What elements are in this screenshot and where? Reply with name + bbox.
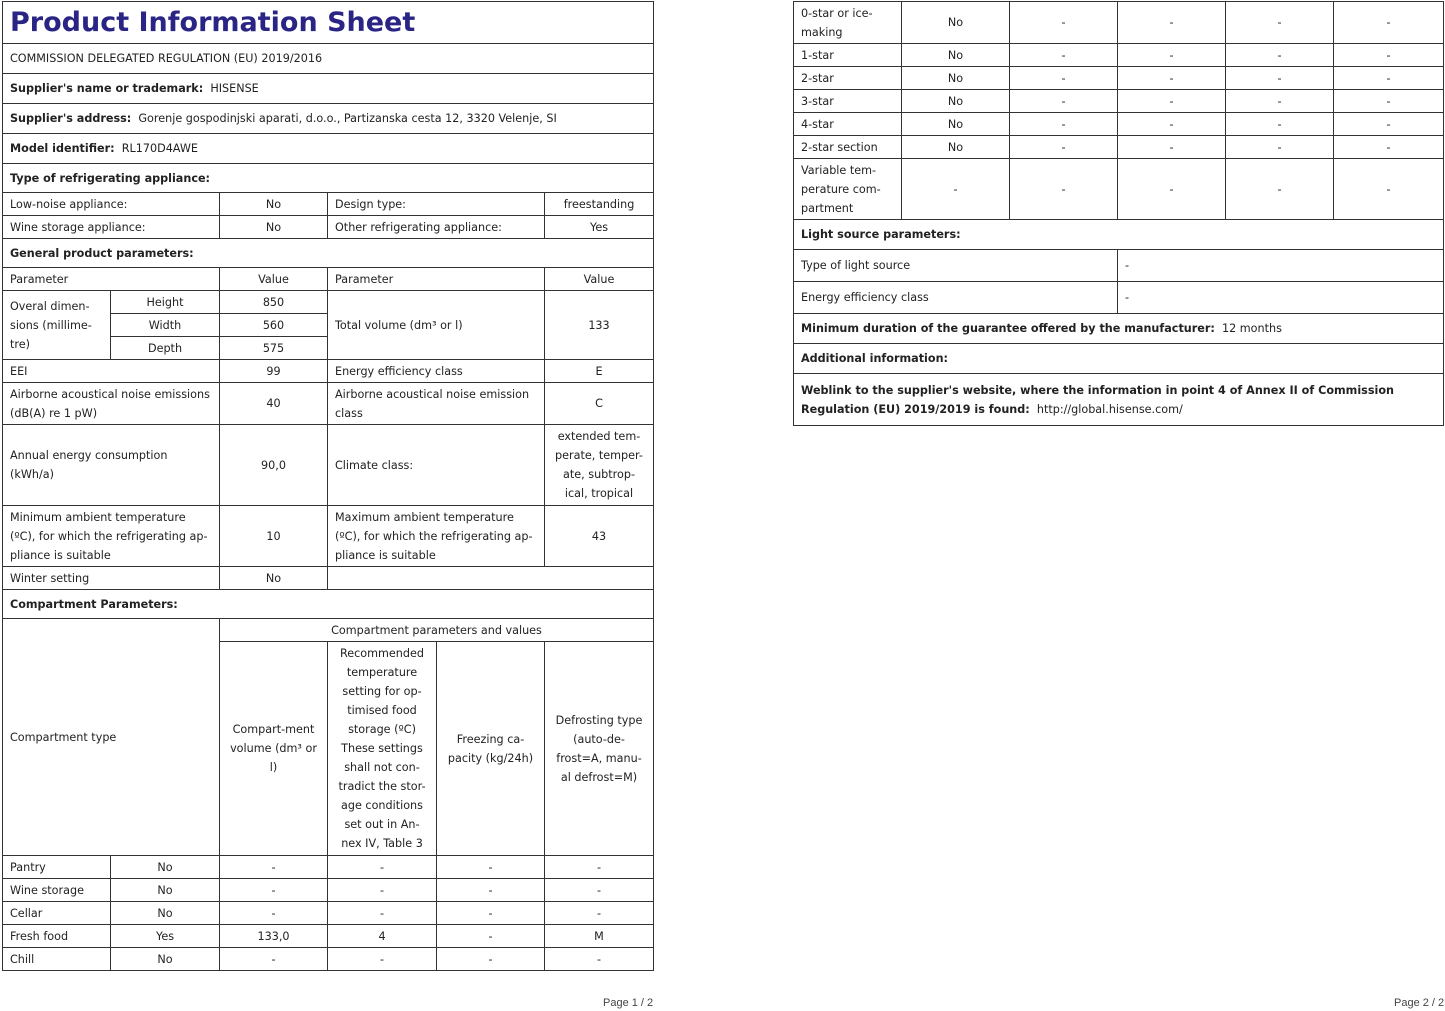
compartment-name: 1-star [794, 44, 902, 67]
compartment-volume: - [1010, 113, 1118, 136]
col-parameter-header-2: Parameter [328, 268, 545, 291]
table-row [3, 948, 654, 971]
height-label: Height [111, 291, 220, 314]
compartment-present: No [111, 902, 220, 925]
compartment-name: Chill [3, 948, 111, 971]
supplier-name-value: HISENSE [210, 82, 259, 95]
compartment-temp: - [1118, 136, 1226, 159]
overall-dimensions-label: Overal dimen-sions (millime-tre) [3, 291, 111, 360]
compartment-name: Wine storage [3, 879, 111, 902]
compartment-present: No [902, 2, 1010, 44]
noise-class-value: C [545, 383, 654, 425]
comp-params-header: Compartment parameters and values [220, 619, 654, 642]
compartment-volume: - [220, 948, 328, 971]
compartment-freezing: - [1226, 90, 1334, 113]
compartment-defrost: - [1334, 44, 1444, 67]
compartment-volume: - [1010, 67, 1118, 90]
compartment-name: 2-star section [794, 136, 902, 159]
compartment-temp: - [1118, 67, 1226, 90]
total-volume-value: 133 [545, 291, 654, 360]
compartment-volume: - [220, 902, 328, 925]
compartment-defrost: - [1334, 113, 1444, 136]
compartment-freezing: - [1226, 67, 1334, 90]
min-temp-value: 10 [220, 506, 328, 567]
winter-setting-label: Winter setting [3, 567, 220, 590]
compartment-temp: - [1118, 2, 1226, 44]
compartment-name: Variable tem-perature com-partment [794, 159, 902, 220]
col-defrost-header: Defrosting type (auto-de-frost=A, manu-al defrost=M) [545, 642, 654, 856]
total-volume-label: Total volume (dm³ or l) [328, 291, 545, 360]
compartment-volume: - [1010, 44, 1118, 67]
table-row [3, 879, 654, 902]
compartment-freezing: - [1226, 2, 1334, 44]
compartment-freezing: - [1226, 136, 1334, 159]
col-parameter-header: Parameter [3, 268, 220, 291]
compartment-freezing: - [437, 925, 545, 948]
guarantee-row [794, 314, 1444, 344]
compartment-defrost: - [1334, 90, 1444, 113]
compartment-present: No [902, 113, 1010, 136]
supplier-address-value: Gorenje gospodinjski aparati, d.o.o., Partizanska cesta 12, 3320 Velenje, SI [138, 112, 557, 125]
compartment-freezing: - [437, 856, 545, 879]
page-title: Product Information Sheet [3, 2, 654, 44]
table-row [3, 856, 654, 879]
compartment-present: No [111, 879, 220, 902]
compartment-present: - [902, 159, 1010, 220]
supplier-name-row [3, 74, 654, 104]
regulation-text: COMMISSION DELEGATED REGULATION (EU) 2019/2016 [3, 44, 654, 74]
compartment-freezing: - [437, 879, 545, 902]
compartment-present: No [902, 44, 1010, 67]
low-noise-value: No [220, 193, 328, 216]
eei-label: EEI [3, 360, 220, 383]
guarantee-value: 12 months [1221, 322, 1282, 335]
width-label: Width [111, 314, 220, 337]
width-value: 560 [220, 314, 328, 337]
weblink-label: Weblink to the supplier's website, where the information in point 4 of Annex II of Commission Regulation (EU) 2019/2019 is found: [801, 383, 1394, 416]
compartment-temp: - [1118, 159, 1226, 220]
table-row [794, 90, 1444, 113]
compartment-present: Yes [111, 925, 220, 948]
light-class-label: Energy efficiency class [794, 282, 1118, 314]
appliance-type-heading: Type of refrigerating appliance: [3, 164, 654, 193]
compartment-temp: - [1118, 44, 1226, 67]
compartment-defrost: - [1334, 159, 1444, 220]
model-row [3, 134, 654, 164]
height-value: 850 [220, 291, 328, 314]
weblink-url[interactable]: http://global.hisense.com/ [1036, 402, 1183, 416]
max-temp-label: Maximum ambient temperature (ºC), for which the refrigerating ap-pliance is suitable [328, 506, 545, 567]
compartment-freezing: - [437, 902, 545, 925]
page2-compartment-table [793, 1, 1444, 426]
compartment-volume: - [1010, 136, 1118, 159]
depth-value: 575 [220, 337, 328, 360]
depth-label: Depth [111, 337, 220, 360]
page-number-2: Page 2 / 2 [1394, 997, 1445, 1009]
compartment-defrost: - [1334, 67, 1444, 90]
compartment-name: Pantry [3, 856, 111, 879]
compartment-name: 0-star or ice-making [794, 2, 902, 44]
compartment-params-heading: Compartment Parameters: [3, 590, 654, 619]
table-row [794, 44, 1444, 67]
other-appliance-value: Yes [545, 216, 654, 239]
climate-class-label: Climate class: [328, 425, 545, 506]
compartment-volume: - [1010, 90, 1118, 113]
compartment-volume: - [1010, 2, 1118, 44]
table-row [794, 136, 1444, 159]
design-type-value: freestanding [545, 193, 654, 216]
guarantee-label: Minimum duration of the guarantee offered by the manufacturer: [801, 322, 1215, 335]
col-recommended-temp-header: Recommended temperature setting for op-timised food storage (ºC) These settings shall not con-tradict the stor-age conditions set out in An-nex IV, Table 3 [328, 642, 437, 856]
table-row [794, 113, 1444, 136]
compartment-name: Fresh food [3, 925, 111, 948]
supplier-address-label: Supplier's address: [10, 112, 132, 125]
page1-table [2, 1, 654, 971]
weblink-row [794, 374, 1444, 426]
eei-value: 99 [220, 360, 328, 383]
compartment-defrost: - [545, 948, 654, 971]
light-source-heading: Light source parameters: [794, 220, 1444, 250]
winter-setting-value: No [220, 567, 328, 590]
table-row [3, 902, 654, 925]
model-value: RL170D4AWE [121, 142, 198, 155]
supplier-name-label: Supplier's name or trademark: [10, 82, 204, 95]
compartment-present: No [111, 948, 220, 971]
compartment-volume: - [1010, 159, 1118, 220]
col-value-header: Value [220, 268, 328, 291]
light-type-value: - [1118, 250, 1444, 282]
compartment-defrost: - [545, 879, 654, 902]
model-label: Model identifier: [10, 142, 115, 155]
compartment-name: Cellar [3, 902, 111, 925]
col-comp-volume-header: Compart-ment volume (dm³ or l) [220, 642, 328, 856]
noise-class-label: Airborne acoustical noise emission class [328, 383, 545, 425]
max-temp-value: 43 [545, 506, 654, 567]
annual-energy-value: 90,0 [220, 425, 328, 506]
additional-info-heading: Additional information: [794, 344, 1444, 374]
compartment-volume: - [220, 856, 328, 879]
energy-class-value: E [545, 360, 654, 383]
compartment-temp: - [328, 902, 437, 925]
table-row [3, 925, 654, 948]
compartment-volume: 133,0 [220, 925, 328, 948]
light-class-value: - [1118, 282, 1444, 314]
noise-value: 40 [220, 383, 328, 425]
design-type-label: Design type: [328, 193, 545, 216]
compartment-temp: - [328, 948, 437, 971]
compartment-freezing: - [1226, 44, 1334, 67]
compartment-freezing: - [437, 948, 545, 971]
table-row [794, 67, 1444, 90]
annual-energy-label: Annual energy consumption (kWh/a) [3, 425, 220, 506]
compartment-name: 4-star [794, 113, 902, 136]
compartment-freezing: - [1226, 159, 1334, 220]
supplier-address-row [3, 104, 654, 134]
general-params-heading: General product parameters: [3, 239, 654, 268]
compartment-present: No [902, 136, 1010, 159]
low-noise-label: Low-noise appliance: [3, 193, 220, 216]
compartment-volume: - [220, 879, 328, 902]
page-number: Page 1 / 2 [603, 997, 654, 1009]
compartment-present: No [902, 90, 1010, 113]
compartment-name: 2-star [794, 67, 902, 90]
compartment-defrost: M [545, 925, 654, 948]
wine-appliance-label: Wine storage appliance: [3, 216, 220, 239]
energy-class-label: Energy efficiency class [328, 360, 545, 383]
min-temp-label: Minimum ambient temperature (ºC), for which the refrigerating ap-pliance is suitable [3, 506, 220, 567]
compartment-temp: - [1118, 113, 1226, 136]
compartment-temp: - [328, 879, 437, 902]
climate-class-value: extended tem-perate, temper-ate, subtrop-ical, tropical [545, 425, 654, 506]
compartment-temp: - [1118, 90, 1226, 113]
compartment-present: No [111, 856, 220, 879]
compartment-defrost: - [1334, 2, 1444, 44]
table-row [794, 159, 1444, 220]
col-value-header-2: Value [545, 268, 654, 291]
compartment-temp: - [328, 856, 437, 879]
table-row [794, 2, 1444, 44]
compartment-temp: 4 [328, 925, 437, 948]
compartment-type-header: Compartment type [3, 619, 220, 856]
other-appliance-label: Other refrigerating appliance: [328, 216, 545, 239]
col-freezing-header: Freezing ca-pacity (kg/24h) [437, 642, 545, 856]
noise-label: Airborne acoustical noise emissions (dB(A) re 1 pW) [3, 383, 220, 425]
compartment-freezing: - [1226, 113, 1334, 136]
compartment-present: No [902, 67, 1010, 90]
compartment-defrost: - [545, 856, 654, 879]
compartment-defrost: - [1334, 136, 1444, 159]
light-type-label: Type of light source [794, 250, 1118, 282]
wine-appliance-value: No [220, 216, 328, 239]
empty-cell [328, 567, 654, 590]
compartment-name: 3-star [794, 90, 902, 113]
compartment-defrost: - [545, 902, 654, 925]
